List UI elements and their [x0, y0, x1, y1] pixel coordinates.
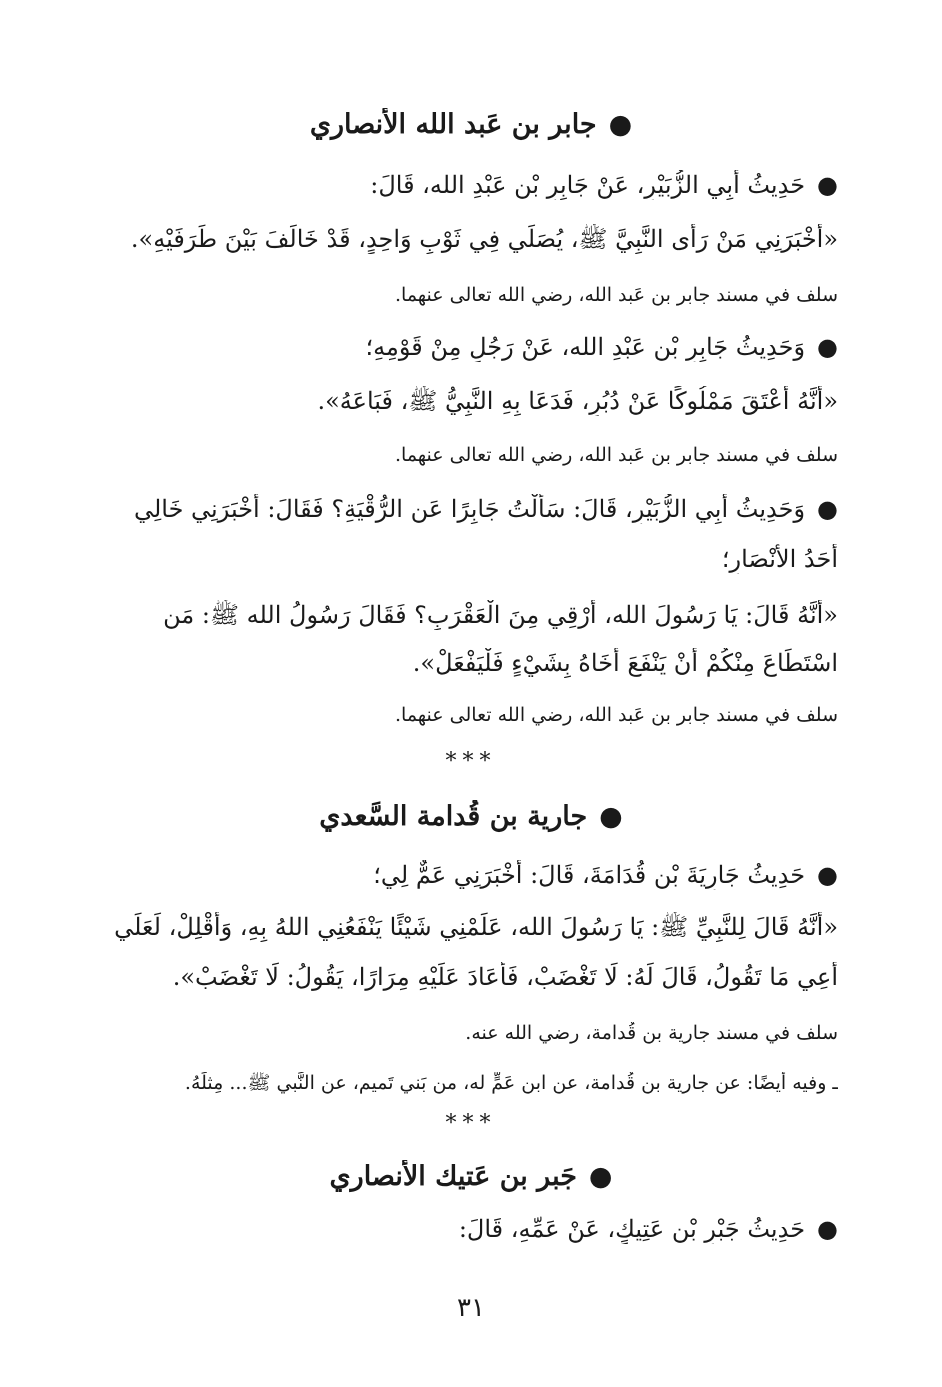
hadith-matn: «أَنَّهُ أَعْتَقَ مَمْلُوكًا عَنْ دُبُرٍ، فَدَعَا بِهِ النَّبِيُّ ﷺ، فَبَاعَهُ». — [317, 387, 838, 415]
source-note: سلف في مسند جارية بن قُدامة، رضي الله عنه. — [465, 1022, 838, 1044]
hadith-matn: «أَخْبَرَنِي مَنْ رَأَى النَّبِيَّ ﷺ، يُصَلِّي فِي ثَوْبٍ وَاحِدٍ، قَدْ خَالَفَ بَيْنَ طَرَفَيْهِ». — [130, 225, 838, 253]
section-heading: ●جارية بن قُدامة السَّعدي — [319, 801, 623, 832]
bullet-icon: ● — [599, 801, 623, 832]
bullet-icon: ● — [608, 109, 633, 140]
bullet-icon: ● — [817, 495, 838, 523]
hadith-intro: ●حَدِيثُ أَبِي الزُّبَيْرِ، عَنْ جَابِرِ بْنِ عَبْدِ الله، قَالَ: — [370, 171, 838, 199]
bullet-icon: ● — [817, 171, 838, 199]
bullet-icon: ● — [817, 861, 838, 889]
source-note: سلف في مسند جابر بن عَبد الله، رضي الله تعالى عنهما. — [394, 284, 838, 306]
bullet-icon: ● — [588, 1161, 613, 1192]
section-separator: *** — [445, 749, 497, 774]
hadith-matn: «أَنَّهُ قَالَ: يَا رَسُولَ الله، أَرْقِي مِنَ الْعَقْرَبِ؟ فَقَالَ رَسُولُ الله ﷺ: مَنِ — [163, 601, 838, 629]
hadith-matn: «أَنَّهُ قَالَ لِلنَّبِيِّ ﷺ: يَا رَسُولَ الله، عَلِّمْنِي شَيْئًا يَنْفَعُنِي اللهُ بِهِ، وَأَقْلِلْ، لَعَلِّي — [114, 913, 838, 941]
source-note: سلف في مسند جابر بن عَبد الله، رضي الله تعالى عنهما. — [394, 444, 838, 466]
source-note: سلف في مسند جابر بن عَبد الله، رضي الله تعالى عنهما. — [394, 704, 838, 726]
hadith-intro: ●وَحَدِيثُ جَابِرِ بْنِ عَبْدِ الله، عَنْ رَجُلٍ مِنْ قَوْمِهِ؛ — [365, 333, 838, 361]
section-heading: ●جَبر بن عَتيك الأنصاري — [329, 1161, 613, 1192]
hadith-intro: ●حَدِيثُ جَارِيَةَ بْنِ قُدَامَةَ، قَالَ: أَخْبَرَنِي عَمٌّ لِي؛ — [373, 861, 838, 889]
hadith-intro-continued: أَحَدُ الأَنْصَارِ؛ — [721, 545, 838, 573]
hadith-intro: ●وَحَدِيثُ أَبِي الزُّبَيْرِ، قَالَ: سَأَلْتُ جَابِرًا عَنِ الرُّقْيَةِ؟ فَقَالَ: أَخْبَرَنِي خَالِي — [133, 495, 838, 523]
source-note: ـ وفيه أيضًا: عن جارية بن قُدامة، عن ابن عَمٍّ له، من بَني تَميم، عن النَّبي ﷺ... مِثلَهُ. — [184, 1072, 838, 1094]
section-heading: ●جابر بن عَبد الله الأنصاري — [309, 109, 633, 140]
section-separator: *** — [445, 1111, 497, 1136]
hadith-intro: ●حَدِيثُ جَبْرِ بْنِ عَتِيكٍ، عَنْ عَمِّهِ، قَالَ: — [458, 1215, 838, 1243]
hadith-matn: اسْتَطَاعَ مِنْكُمْ أَنْ يَنْفَعَ أَخَاهُ بِشَيْءٍ فَلْيَفْعَلْ». — [412, 649, 838, 677]
hadith-matn: أَعِي مَا تَقُولُ، قَالَ لَهُ: لَا تَغْضَبْ، فَأَعَادَ عَلَيْهِ مِرَارًا، يَقُولُ: لَا تَغْضَبْ». — [172, 963, 838, 991]
bullet-icon: ● — [817, 1215, 838, 1243]
bullet-icon: ● — [817, 333, 838, 361]
page-number: ٣١ — [457, 1293, 485, 1323]
